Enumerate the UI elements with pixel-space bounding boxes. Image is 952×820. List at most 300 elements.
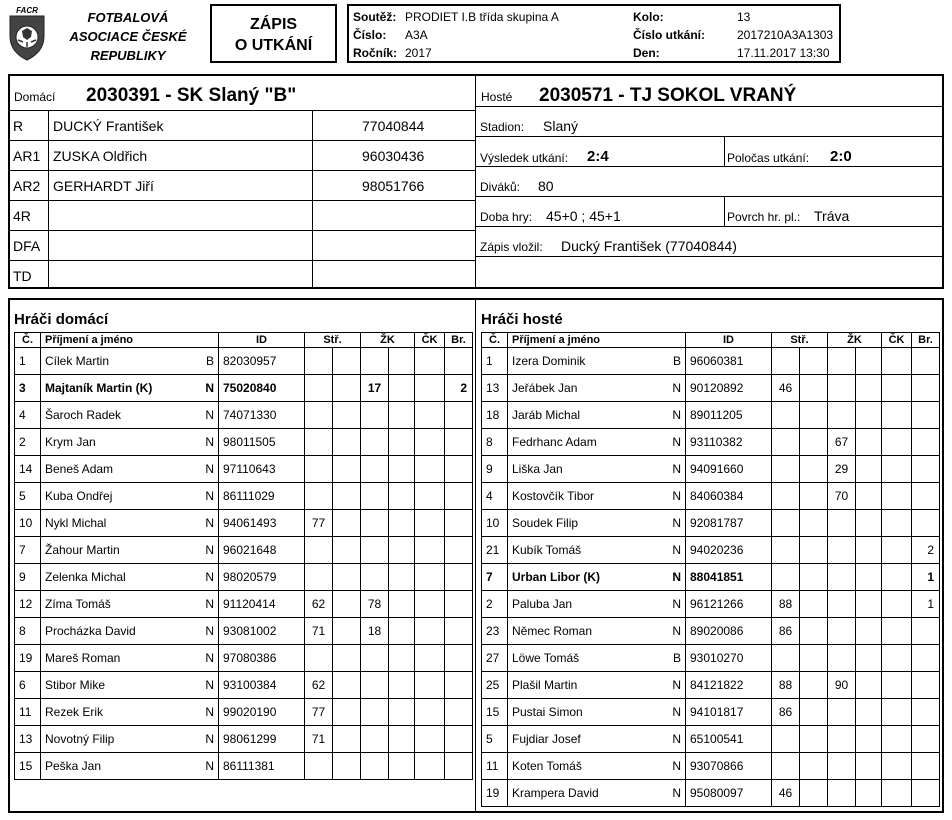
player-yellow: 67 bbox=[828, 429, 856, 456]
player-name: Krampera David bbox=[508, 780, 668, 807]
player-sub bbox=[305, 753, 333, 780]
player-goals bbox=[912, 618, 940, 645]
player-sub-2 bbox=[800, 429, 828, 456]
player-goals bbox=[912, 645, 940, 672]
player-flag: N bbox=[668, 591, 686, 618]
player-yellow: 18 bbox=[361, 618, 389, 645]
away-label: Hosté bbox=[481, 90, 513, 104]
player-yellow-2 bbox=[389, 699, 415, 726]
player-number: 5 bbox=[482, 726, 508, 753]
player-yellow-2 bbox=[389, 375, 415, 402]
player-yellow bbox=[828, 537, 856, 564]
player-yellow bbox=[828, 375, 856, 402]
player-goals bbox=[912, 726, 940, 753]
player-goals bbox=[445, 510, 473, 537]
divider bbox=[10, 170, 475, 171]
player-sub-2 bbox=[333, 375, 361, 402]
player-sub bbox=[772, 564, 800, 591]
player-yellow bbox=[828, 780, 856, 807]
player-yellow-2 bbox=[389, 672, 415, 699]
player-yellow-2 bbox=[389, 618, 415, 645]
table-row bbox=[15, 753, 473, 780]
player-number: 15 bbox=[482, 699, 508, 726]
table-row bbox=[15, 510, 473, 537]
player-goals bbox=[445, 456, 473, 483]
player-number: 4 bbox=[15, 402, 41, 429]
player-sub-2 bbox=[800, 375, 828, 402]
home-label: Domácí bbox=[14, 90, 56, 104]
player-flag: N bbox=[201, 510, 219, 537]
player-goals bbox=[912, 429, 940, 456]
player-flag: N bbox=[668, 510, 686, 537]
player-sub bbox=[772, 510, 800, 537]
player-number: 15 bbox=[15, 753, 41, 780]
kolo-label: Kolo: bbox=[633, 10, 664, 24]
povrch-value: Tráva bbox=[814, 208, 850, 224]
player-flag: N bbox=[668, 699, 686, 726]
player-goals bbox=[445, 348, 473, 375]
divider bbox=[10, 140, 475, 141]
player-sub-2 bbox=[333, 564, 361, 591]
stadion-label: Stadion: bbox=[480, 120, 525, 134]
player-yellow-2 bbox=[856, 510, 882, 537]
player-goals bbox=[445, 429, 473, 456]
player-yellow bbox=[361, 348, 389, 375]
player-red bbox=[882, 456, 912, 483]
player-red bbox=[415, 348, 445, 375]
player-flag: N bbox=[668, 753, 686, 780]
player-yellow-2 bbox=[856, 483, 882, 510]
table-row bbox=[482, 564, 940, 591]
cislo-value: A3A bbox=[405, 28, 428, 42]
player-name: Novotný Filip bbox=[41, 726, 201, 753]
player-yellow bbox=[361, 429, 389, 456]
player-sub-2 bbox=[333, 672, 361, 699]
doba-label: Doba hry: bbox=[480, 210, 533, 224]
home-players-table bbox=[14, 332, 473, 780]
player-red bbox=[882, 753, 912, 780]
player-sub-2 bbox=[800, 591, 828, 618]
player-id: 86111381 bbox=[219, 753, 305, 780]
player-flag: B bbox=[201, 348, 219, 375]
player-id: 84060384 bbox=[686, 483, 772, 510]
player-yellow-2 bbox=[856, 375, 882, 402]
player-yellow-2 bbox=[389, 348, 415, 375]
official-role: TD bbox=[13, 268, 32, 284]
player-goals bbox=[912, 456, 940, 483]
player-red bbox=[415, 483, 445, 510]
player-red bbox=[415, 537, 445, 564]
player-number: 4 bbox=[482, 483, 508, 510]
th-c: Č. bbox=[15, 333, 41, 348]
player-id: 92081787 bbox=[686, 510, 772, 537]
player-goals bbox=[445, 645, 473, 672]
player-goals bbox=[912, 402, 940, 429]
players-divider bbox=[475, 300, 476, 811]
stadion-value: Slaný bbox=[543, 118, 579, 134]
divider bbox=[475, 166, 942, 167]
kolo-value: 13 bbox=[737, 10, 751, 24]
table-row bbox=[482, 618, 940, 645]
player-yellow-2 bbox=[389, 537, 415, 564]
divider bbox=[48, 110, 49, 287]
player-id: 65100541 bbox=[686, 726, 772, 753]
player-id: 93081002 bbox=[219, 618, 305, 645]
home-players-title: Hráči domácí bbox=[14, 311, 109, 328]
player-goals bbox=[912, 510, 940, 537]
player-yellow-2 bbox=[389, 483, 415, 510]
player-sub bbox=[772, 726, 800, 753]
player-sub-2 bbox=[800, 726, 828, 753]
player-red bbox=[882, 699, 912, 726]
divaku-value: 80 bbox=[538, 178, 554, 194]
table-row bbox=[482, 510, 940, 537]
player-yellow-2 bbox=[856, 645, 882, 672]
table-row bbox=[15, 699, 473, 726]
player-name: Jeřábek Jan bbox=[508, 375, 668, 402]
player-yellow bbox=[828, 753, 856, 780]
player-id: 93010270 bbox=[686, 645, 772, 672]
player-sub bbox=[305, 564, 333, 591]
th-zk: ŽK bbox=[361, 333, 415, 348]
player-number: 9 bbox=[482, 456, 508, 483]
table-row bbox=[482, 483, 940, 510]
table-row bbox=[482, 402, 940, 429]
player-red bbox=[415, 726, 445, 753]
player-yellow: 70 bbox=[828, 483, 856, 510]
table-row bbox=[15, 672, 473, 699]
player-id: 99020190 bbox=[219, 699, 305, 726]
player-flag: N bbox=[201, 699, 219, 726]
player-number: 7 bbox=[15, 537, 41, 564]
player-id: 98011505 bbox=[219, 429, 305, 456]
player-red bbox=[882, 591, 912, 618]
player-name: Urban Libor (K) bbox=[508, 564, 668, 591]
player-goals bbox=[445, 564, 473, 591]
player-sub-2 bbox=[333, 348, 361, 375]
player-name: Majtaník Martin (K) bbox=[41, 375, 201, 402]
player-name: Koten Tomáš bbox=[508, 753, 668, 780]
player-number: 9 bbox=[15, 564, 41, 591]
player-sub-2 bbox=[333, 510, 361, 537]
player-sub-2 bbox=[800, 402, 828, 429]
rocnik-label: Ročník: bbox=[353, 46, 398, 60]
player-yellow-2 bbox=[856, 591, 882, 618]
player-id: 91120414 bbox=[219, 591, 305, 618]
player-id: 94091660 bbox=[686, 456, 772, 483]
player-goals bbox=[912, 375, 940, 402]
player-name: Rezek Erik bbox=[41, 699, 201, 726]
cislo-label: Číslo: bbox=[353, 28, 387, 42]
player-goals bbox=[912, 483, 940, 510]
players-section bbox=[8, 298, 944, 813]
player-sub bbox=[772, 402, 800, 429]
player-name: Löwe Tomáš bbox=[508, 645, 668, 672]
player-sub-2 bbox=[333, 402, 361, 429]
player-name: Krym Jan bbox=[41, 429, 201, 456]
player-number: 8 bbox=[482, 429, 508, 456]
assoc-line-1: FOTBALOVÁ bbox=[87, 10, 169, 25]
official-name: GERHARDT Jiří bbox=[53, 178, 154, 194]
player-yellow bbox=[361, 402, 389, 429]
th-id: ID bbox=[686, 333, 772, 348]
player-number: 14 bbox=[15, 456, 41, 483]
th-ck: ČK bbox=[882, 333, 912, 348]
player-sub: 88 bbox=[772, 591, 800, 618]
rocnik-value: 2017 bbox=[405, 46, 432, 60]
player-flag: N bbox=[668, 402, 686, 429]
player-goals bbox=[912, 672, 940, 699]
player-yellow bbox=[361, 753, 389, 780]
player-flag: N bbox=[201, 402, 219, 429]
player-id: 86111029 bbox=[219, 483, 305, 510]
player-sub-2 bbox=[800, 699, 828, 726]
player-id: 94061493 bbox=[219, 510, 305, 537]
player-number: 25 bbox=[482, 672, 508, 699]
player-sub: 77 bbox=[305, 699, 333, 726]
divider bbox=[475, 106, 942, 107]
player-red bbox=[415, 456, 445, 483]
player-flag: N bbox=[201, 483, 219, 510]
table-row bbox=[482, 645, 940, 672]
player-name: Liška Jan bbox=[508, 456, 668, 483]
player-sub-2 bbox=[333, 591, 361, 618]
player-sub-2 bbox=[333, 645, 361, 672]
player-sub bbox=[305, 402, 333, 429]
divaku-label: Diváků: bbox=[480, 180, 521, 194]
player-id: 89020086 bbox=[686, 618, 772, 645]
table-row bbox=[482, 375, 940, 402]
player-sub bbox=[305, 537, 333, 564]
table-row bbox=[482, 591, 940, 618]
player-name: Fujdiar Josef bbox=[508, 726, 668, 753]
player-yellow bbox=[361, 510, 389, 537]
player-yellow bbox=[361, 672, 389, 699]
player-flag: N bbox=[668, 429, 686, 456]
player-id: 90120892 bbox=[686, 375, 772, 402]
player-number: 18 bbox=[482, 402, 508, 429]
den-label: Den: bbox=[633, 46, 660, 60]
player-red bbox=[882, 429, 912, 456]
player-name: Jaráb Michal bbox=[508, 402, 668, 429]
player-goals: 2 bbox=[912, 537, 940, 564]
player-sub-2 bbox=[800, 456, 828, 483]
table-row bbox=[15, 456, 473, 483]
player-yellow bbox=[828, 348, 856, 375]
player-name: Peška Jan bbox=[41, 753, 201, 780]
official-id: 96030436 bbox=[362, 148, 425, 164]
table-row bbox=[482, 726, 940, 753]
player-flag: N bbox=[201, 753, 219, 780]
player-sub: 77 bbox=[305, 510, 333, 537]
player-sub: 46 bbox=[772, 375, 800, 402]
divider bbox=[10, 110, 475, 111]
divider bbox=[724, 136, 725, 166]
player-id: 98020579 bbox=[219, 564, 305, 591]
player-number: 6 bbox=[15, 672, 41, 699]
player-sub-2 bbox=[800, 645, 828, 672]
player-sub-2 bbox=[800, 672, 828, 699]
player-yellow-2 bbox=[856, 537, 882, 564]
player-flag: N bbox=[201, 537, 219, 564]
player-yellow bbox=[828, 591, 856, 618]
table-row bbox=[482, 537, 940, 564]
soutez-label: Soutěž: bbox=[353, 10, 397, 24]
player-number: 11 bbox=[482, 753, 508, 780]
player-name: Soudek Filip bbox=[508, 510, 668, 537]
player-number: 1 bbox=[15, 348, 41, 375]
player-red bbox=[415, 402, 445, 429]
player-id: 88041851 bbox=[686, 564, 772, 591]
player-yellow-2 bbox=[856, 348, 882, 375]
shield-icon bbox=[6, 4, 48, 62]
vysledek-value: 2:4 bbox=[587, 148, 609, 165]
player-name: Kubík Tomáš bbox=[508, 537, 668, 564]
player-red bbox=[882, 348, 912, 375]
player-flag: N bbox=[201, 591, 219, 618]
th-name: Příjmení a jméno bbox=[41, 333, 219, 348]
player-yellow-2 bbox=[856, 726, 882, 753]
player-yellow bbox=[361, 483, 389, 510]
soutez-value: PRODIET I.B třída skupina A bbox=[405, 10, 559, 24]
player-yellow-2 bbox=[389, 564, 415, 591]
player-yellow bbox=[361, 456, 389, 483]
table-row bbox=[482, 780, 940, 807]
player-goals bbox=[445, 618, 473, 645]
table-row bbox=[15, 429, 473, 456]
player-number: 13 bbox=[482, 375, 508, 402]
th-name: Příjmení a jméno bbox=[508, 333, 686, 348]
divider bbox=[475, 256, 942, 257]
player-flag: B bbox=[668, 348, 686, 375]
player-sub-2 bbox=[333, 429, 361, 456]
official-role: AR2 bbox=[13, 178, 41, 194]
divider bbox=[10, 200, 475, 201]
player-sub-2 bbox=[800, 618, 828, 645]
player-flag: N bbox=[201, 429, 219, 456]
player-goals: 1 bbox=[912, 564, 940, 591]
table-row bbox=[15, 348, 473, 375]
player-yellow-2 bbox=[856, 672, 882, 699]
divider bbox=[475, 196, 942, 197]
player-flag: N bbox=[668, 780, 686, 807]
player-number: 23 bbox=[482, 618, 508, 645]
official-id: 98051766 bbox=[362, 178, 425, 194]
player-goals bbox=[912, 753, 940, 780]
away-team: 2030571 - TJ SOKOL VRANÝ bbox=[539, 85, 797, 106]
cislo-utkani-label: Číslo utkání: bbox=[633, 28, 706, 42]
player-flag: N bbox=[201, 726, 219, 753]
player-yellow-2 bbox=[856, 618, 882, 645]
player-yellow-2 bbox=[856, 753, 882, 780]
player-sub: 88 bbox=[772, 672, 800, 699]
player-id: 96060381 bbox=[686, 348, 772, 375]
divider bbox=[10, 260, 475, 261]
player-sub bbox=[772, 456, 800, 483]
player-name: Němec Roman bbox=[508, 618, 668, 645]
player-name: Zíma Tomáš bbox=[41, 591, 201, 618]
player-yellow bbox=[828, 402, 856, 429]
table-row bbox=[482, 348, 940, 375]
player-yellow-2 bbox=[389, 645, 415, 672]
player-yellow bbox=[828, 726, 856, 753]
player-sub: 86 bbox=[772, 618, 800, 645]
table-row bbox=[15, 402, 473, 429]
player-sub bbox=[772, 429, 800, 456]
player-number: 11 bbox=[15, 699, 41, 726]
divider bbox=[10, 230, 475, 231]
player-goals: 1 bbox=[912, 591, 940, 618]
player-id: 93100384 bbox=[219, 672, 305, 699]
player-yellow bbox=[361, 645, 389, 672]
player-red bbox=[415, 618, 445, 645]
table-row bbox=[482, 699, 940, 726]
assoc-line-2: ASOCIACE ČESKÉ bbox=[69, 29, 187, 44]
th-id: ID bbox=[219, 333, 305, 348]
player-red bbox=[415, 753, 445, 780]
player-number: 3 bbox=[15, 375, 41, 402]
player-sub-2 bbox=[800, 510, 828, 537]
player-number: 7 bbox=[482, 564, 508, 591]
player-yellow bbox=[828, 510, 856, 537]
th-br: Br. bbox=[912, 333, 940, 348]
player-flag: N bbox=[201, 564, 219, 591]
player-sub-2 bbox=[333, 483, 361, 510]
player-sub-2 bbox=[800, 780, 828, 807]
player-red bbox=[415, 699, 445, 726]
player-yellow bbox=[361, 726, 389, 753]
player-id: 75020840 bbox=[219, 375, 305, 402]
player-flag: N bbox=[668, 618, 686, 645]
player-red bbox=[415, 375, 445, 402]
player-goals bbox=[445, 402, 473, 429]
th-ck: ČK bbox=[415, 333, 445, 348]
player-number: 12 bbox=[15, 591, 41, 618]
player-name: Plašil Martin bbox=[508, 672, 668, 699]
player-yellow-2 bbox=[856, 699, 882, 726]
table-row bbox=[482, 672, 940, 699]
player-name: Fedrhanc Adam bbox=[508, 429, 668, 456]
table-row bbox=[15, 537, 473, 564]
player-sub bbox=[305, 375, 333, 402]
player-sub: 62 bbox=[305, 591, 333, 618]
player-sub-2 bbox=[800, 537, 828, 564]
vlozil-value: Ducký František (77040844) bbox=[561, 238, 737, 254]
document-title bbox=[210, 4, 337, 63]
player-goals bbox=[445, 591, 473, 618]
player-yellow-2 bbox=[389, 456, 415, 483]
player-red bbox=[882, 780, 912, 807]
player-red bbox=[415, 645, 445, 672]
player-name: Pustai Simon bbox=[508, 699, 668, 726]
official-role: 4R bbox=[13, 208, 31, 224]
official-name: ZUSKA Oldřich bbox=[53, 148, 148, 164]
official-id: 77040844 bbox=[362, 118, 425, 134]
player-id: 82030957 bbox=[219, 348, 305, 375]
player-red bbox=[882, 618, 912, 645]
player-red bbox=[882, 672, 912, 699]
player-name: Cílek Martin bbox=[41, 348, 201, 375]
player-flag: N bbox=[668, 726, 686, 753]
table-row bbox=[482, 753, 940, 780]
player-red bbox=[415, 672, 445, 699]
player-sub bbox=[772, 645, 800, 672]
player-red bbox=[882, 510, 912, 537]
player-id: 96121266 bbox=[686, 591, 772, 618]
player-red bbox=[415, 429, 445, 456]
th-str: Stř. bbox=[772, 333, 828, 348]
player-number: 19 bbox=[482, 780, 508, 807]
